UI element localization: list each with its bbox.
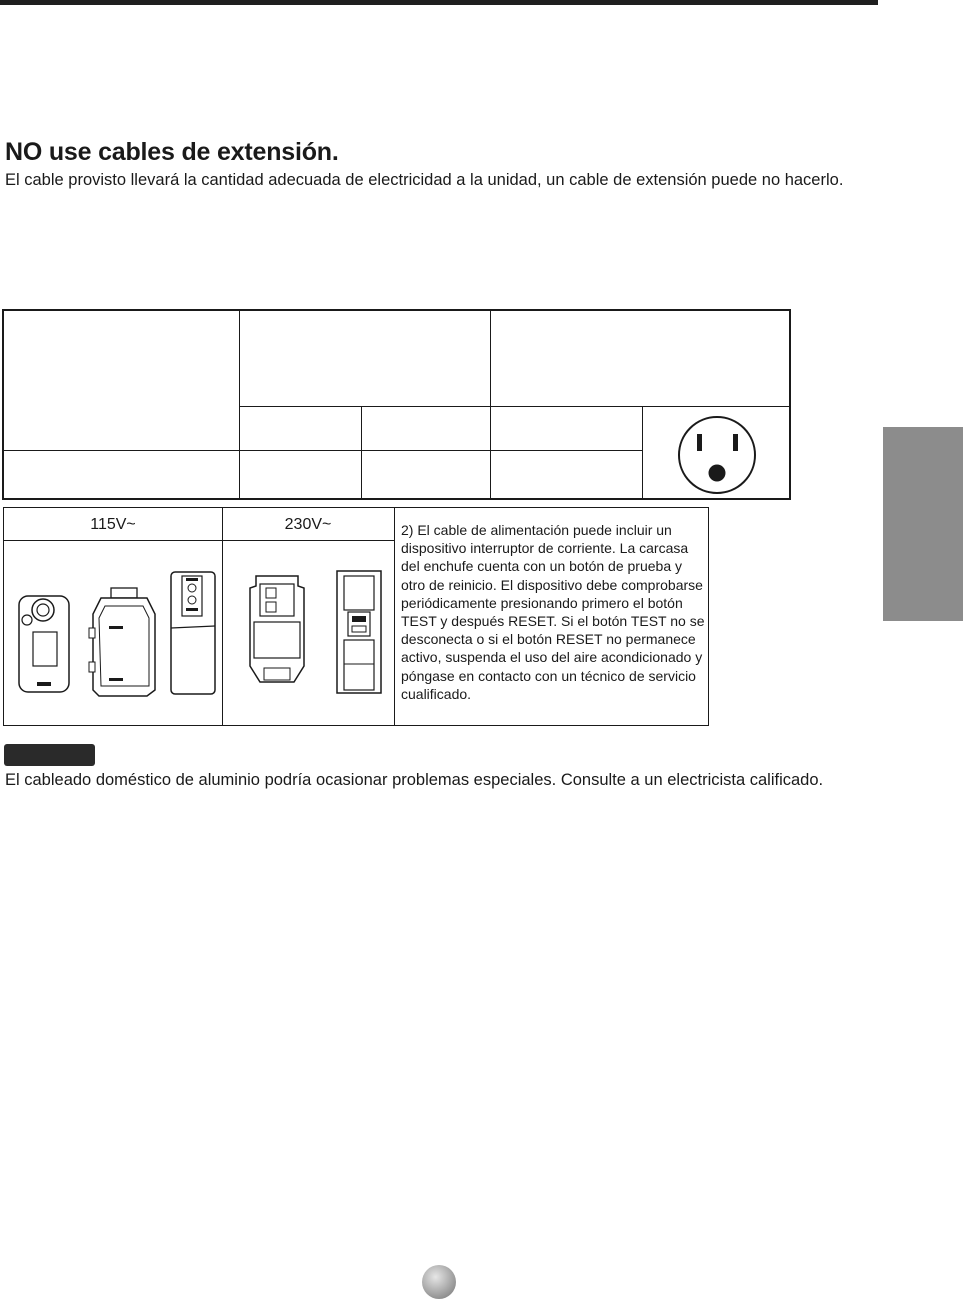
table-divider bbox=[642, 406, 643, 498]
plug-230-a-icon bbox=[246, 574, 308, 692]
gfci-note: 2) El cable de alimentación puede incluir un dispositivo interruptor de corriente. La carcasa del enchufe cuenta con un botón de prueba y otro de reinicio. El dispositivo debe comprobarse periódicamente presionando primero el botón TEST y después RESET. Si el botón TEST no se desconecta o si el botón RESET no permanece activo, suspenda el uso del aire acondicionado y póngase en contacto con un técnico de servicio cualificado. bbox=[401, 522, 705, 702]
electrical-spec-table bbox=[2, 309, 791, 500]
grounded-outlet-icon bbox=[676, 414, 758, 501]
table-divider bbox=[394, 508, 395, 725]
section-side-tab bbox=[883, 427, 963, 621]
plug-types-table bbox=[3, 507, 709, 726]
table-divider bbox=[239, 406, 791, 407]
plug-115-a-icon bbox=[15, 580, 75, 698]
top-rule bbox=[0, 0, 878, 5]
plug-115-c-icon bbox=[168, 570, 218, 698]
plug-115-b-icon bbox=[87, 586, 159, 700]
table-divider bbox=[4, 450, 642, 451]
plug-230-b-icon bbox=[334, 568, 384, 696]
voltage-115-label: 115V~ bbox=[90, 516, 136, 533]
section-heading: NO use cables de extensión. bbox=[5, 138, 339, 166]
voltage-230-label: 230V~ bbox=[284, 516, 332, 533]
table-divider bbox=[4, 540, 394, 541]
table-divider bbox=[490, 311, 491, 498]
table-divider bbox=[361, 406, 362, 498]
intro-paragraph: El cable provisto llevará la cantidad adecuada de electricidad a la unidad, un cable de extensión puede no hacerlo. bbox=[5, 171, 844, 189]
table-divider bbox=[239, 311, 240, 498]
caution-label-bar bbox=[4, 744, 95, 766]
page-number-circle-icon bbox=[421, 1264, 457, 1305]
caution-text: El cableado doméstico de aluminio podría ocasionar problemas especiales. Consulte a un electricista calificado. bbox=[5, 771, 824, 789]
